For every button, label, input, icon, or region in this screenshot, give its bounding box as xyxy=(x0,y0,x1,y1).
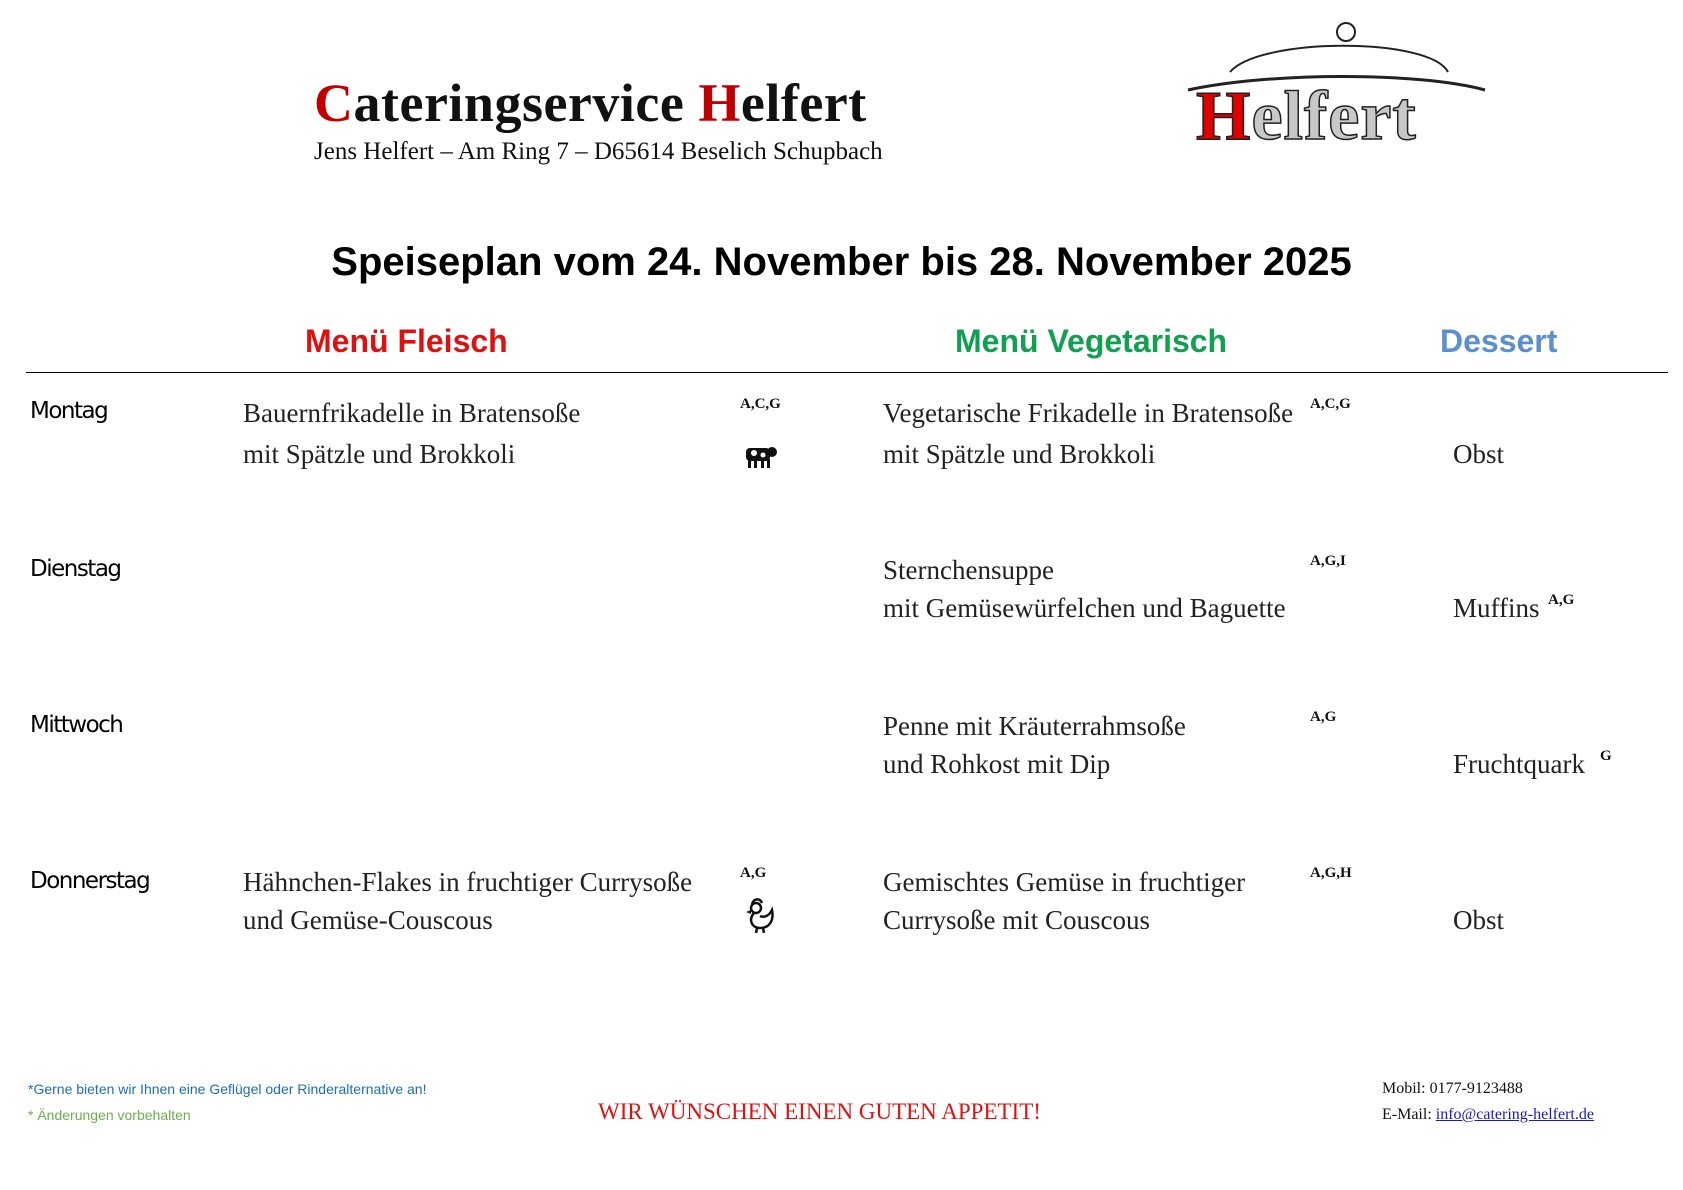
company-logo xyxy=(1180,12,1500,162)
column-header-dessert: Dessert xyxy=(1440,323,1558,359)
day-label-montag: Montag xyxy=(30,398,108,424)
greeting-text: WIR WÜNSCHEN EINEN GUTEN APPETIT! xyxy=(598,1099,1041,1124)
email-label: E-Mail: xyxy=(1382,1106,1436,1123)
company-name-rest: elfert xyxy=(740,73,867,133)
veg-dish-line1: Vegetarische Frikadelle in Bratensoße xyxy=(883,398,1294,428)
veg-allergens: A,G,H xyxy=(1310,865,1352,881)
dessert-item: Fruchtquark xyxy=(1453,749,1585,779)
dessert-item: Obst xyxy=(1453,905,1505,935)
veg-dish-line2: mit Gemüsewürfelchen und Baguette xyxy=(883,593,1286,623)
veg-dish-line1: Sternchensuppe xyxy=(883,555,1054,585)
fleisch-dish-line2: mit Spätzle und Brokkoli xyxy=(243,439,516,469)
fleisch-dish-line1: Hähnchen-Flakes in fruchtiger Currysoße xyxy=(243,867,693,897)
veg-dish-line1: Gemischtes Gemüse in fruchtiger xyxy=(883,867,1246,897)
email-link[interactable]: info@catering-helfert.de xyxy=(1435,1106,1594,1123)
veg-allergens: A,C,G xyxy=(1310,396,1351,412)
contact-mobile: Mobil: 0177-9123488 xyxy=(1382,1080,1523,1097)
page-title: Speiseplan vom 24. November bis 28. November 2025 xyxy=(331,240,1352,284)
cow-icon xyxy=(742,442,778,475)
company-address: Jens Helfert – Am Ring 7 – D65614 Beselich Schupbach xyxy=(314,138,883,165)
veg-dish-line2: Currysoße mit Couscous xyxy=(883,905,1150,935)
veg-dish-line1: Penne mit Kräuterrahmsoße xyxy=(883,711,1186,741)
veg-allergens: A,G,I xyxy=(1310,553,1346,569)
alternative-note: *Gerne bieten wir Ihnen eine Geflügel oder Rinderalternative an! xyxy=(28,1081,427,1097)
company-name-part: ateringservice xyxy=(353,73,699,133)
day-label-donnerstag: Donnerstag xyxy=(30,868,150,894)
company-initial-h: H xyxy=(698,73,741,133)
rooster-icon xyxy=(742,898,776,939)
contact-email xyxy=(1382,1106,1594,1124)
veg-allergens: A,G xyxy=(1310,709,1337,725)
company-name xyxy=(314,72,867,134)
dessert-item: Muffins xyxy=(1453,593,1540,623)
fleisch-dish-line1: Bauernfrikadelle in Bratensoße xyxy=(243,398,581,428)
day-label-mittwoch: Mittwoch xyxy=(30,712,123,738)
dessert-allergens: G xyxy=(1600,748,1612,764)
dessert-item: Obst xyxy=(1453,439,1505,469)
fleisch-allergens: A,G xyxy=(740,865,767,881)
veg-dish-line2: mit Spätzle und Brokkoli xyxy=(883,439,1156,469)
dessert-allergens: A,G xyxy=(1548,592,1575,608)
company-initial-c: C xyxy=(314,73,354,133)
fleisch-allergens: A,C,G xyxy=(740,396,781,412)
changes-note: * Änderungen vorbehalten xyxy=(28,1107,191,1123)
column-header-vegetarisch: Menü Vegetarisch xyxy=(955,323,1228,359)
fleisch-dish-line2: und Gemüse-Couscous xyxy=(243,905,493,935)
header-divider xyxy=(26,372,1668,373)
day-label-dienstag: Dienstag xyxy=(30,556,121,582)
logo-wordmark: Helfert xyxy=(1196,78,1417,155)
veg-dish-line2: und Rohkost mit Dip xyxy=(883,749,1111,779)
column-header-fleisch: Menü Fleisch xyxy=(305,323,508,359)
